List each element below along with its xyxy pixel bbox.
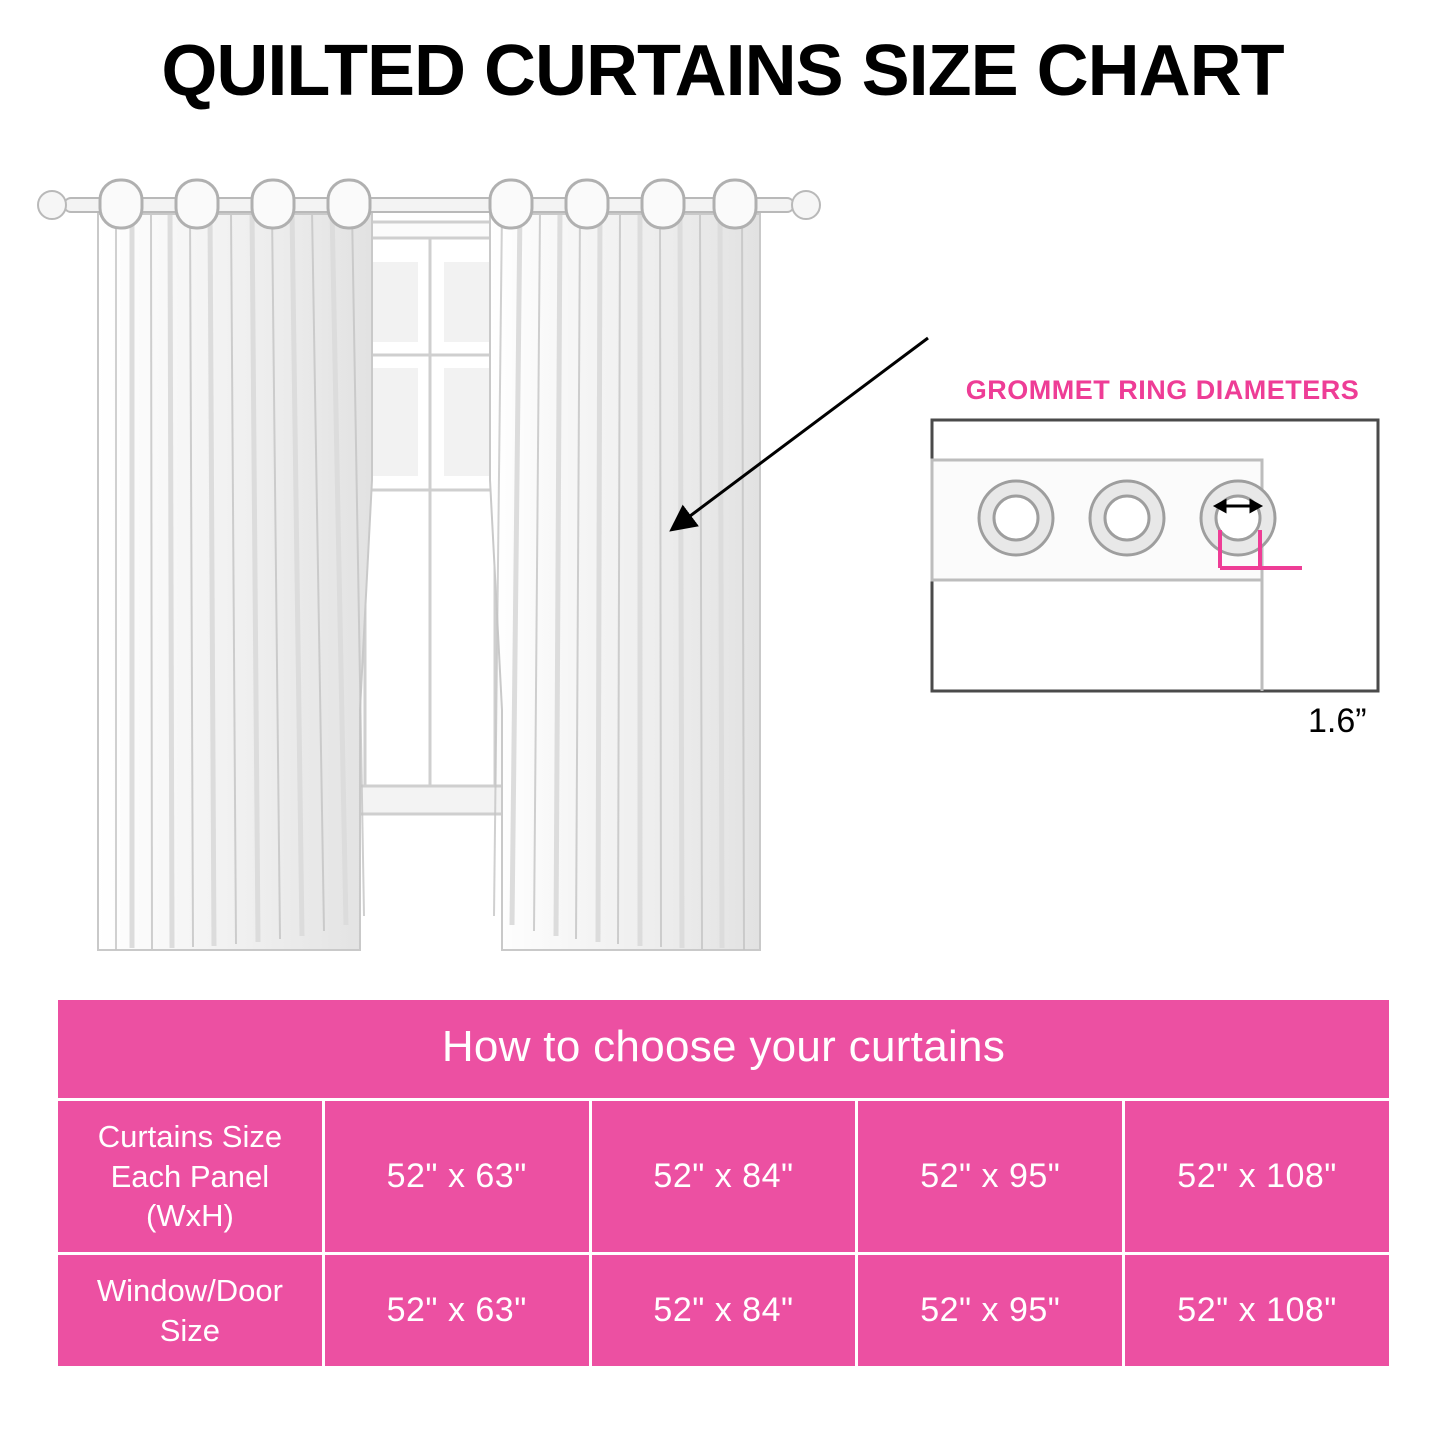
callout-arrow-icon [640,300,970,700]
cell-curtain-size-3: 52" x 95" [857,1100,1124,1254]
row-label-line: Curtains Size [97,1119,283,1154]
table-row [57,1254,1391,1368]
row-label-line: (WxH) [146,1198,234,1234]
cell-window-size-1: 52" x 63" [323,1254,590,1368]
table-title: How to choose your curtains [57,999,1391,1100]
grommet-callout-title: GROMMET RING DIAMETERS [965,375,1360,405]
grommet-ring-measured [1201,481,1275,555]
grommet-ring [1090,481,1164,555]
grommet-ring [979,481,1053,555]
cell-window-size-3: 52" x 95" [857,1254,1124,1368]
window-frame [350,222,510,814]
cell-curtain-size-4: 52" x 108" [1124,1100,1391,1254]
page-title: QUILTED CURTAINS SIZE CHART [161,31,1284,111]
grommet-detail-callout [930,375,1395,740]
curtain-illustration [0,150,1445,980]
size-chart-table [55,997,1392,1369]
cell-window-size-4: 52" x 108" [1124,1254,1391,1368]
table-header-row [57,999,1391,1100]
table-row [57,1100,1391,1254]
cell-window-size-2: 52" x 84" [590,1254,857,1368]
cell-curtain-size-2: 52" x 84" [590,1100,857,1254]
left-curtain-panel [98,202,372,950]
cell-curtain-size-1: 52" x 63" [323,1100,590,1254]
row-label-line: Window/Door [96,1273,283,1309]
grommet-diameter-label: 1.6” [1308,702,1367,740]
size-chart-table-wrapper [55,997,1392,1369]
row-label-line: Size [159,1312,221,1348]
grommet-detail-diagram [930,418,1380,693]
row-label-window-size [57,1254,324,1368]
row-label-line: Each Panel [110,1158,270,1194]
row-label-curtain-size [57,1100,324,1254]
